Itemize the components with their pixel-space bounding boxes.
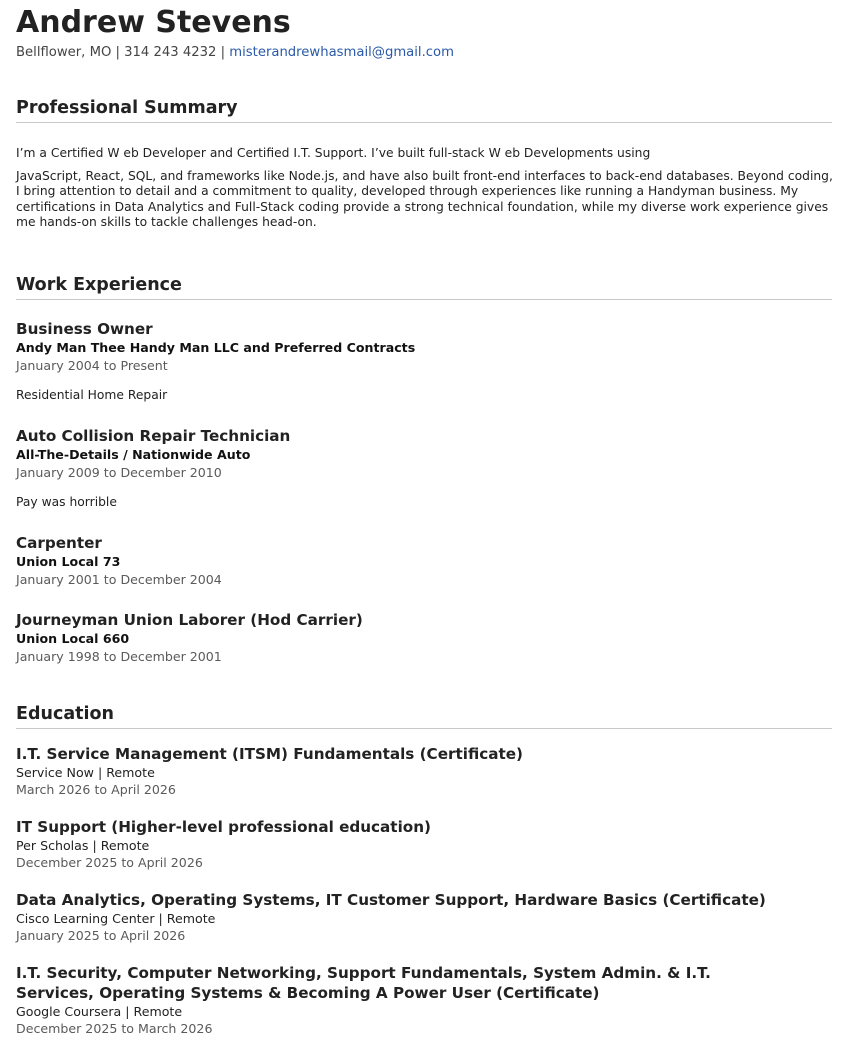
education-school: Per Scholas | Remote xyxy=(16,838,150,853)
job-dates: January 2009 to December 2010 xyxy=(16,465,222,480)
section-divider xyxy=(16,728,832,729)
job-company: Union Local 73 xyxy=(16,554,121,569)
section-divider xyxy=(16,122,832,123)
education-section xyxy=(16,702,834,729)
job-title: Journeyman Union Laborer (Hod Carrier) xyxy=(16,611,363,629)
education-dates: December 2025 to March 2026 xyxy=(16,1021,213,1036)
education-school: Google Coursera | Remote xyxy=(16,1004,183,1019)
contact-line xyxy=(16,44,454,62)
education-dates: January 2025 to April 2026 xyxy=(16,928,186,943)
education-school: Cisco Learning Center | Remote xyxy=(16,911,216,926)
section-divider xyxy=(16,299,832,300)
education-title: I.T. Service Management (ITSM) Fundamentals (Certificate) xyxy=(16,745,523,763)
summary-section xyxy=(16,96,834,123)
phone-text: 314 243 4232 xyxy=(124,45,217,60)
job-dates: January 2004 to Present xyxy=(16,358,168,373)
candidate-name: Andrew Stevens xyxy=(16,5,291,40)
education-entry xyxy=(16,963,711,1037)
summary-first-line: I’m a Certified W eb Developer and Certified I.T. Support. I’ve built full-stack W eb Developments using xyxy=(16,146,651,160)
education-title-continued: Services, Operating Systems & Becoming A Power User (Certificate) xyxy=(16,984,600,1002)
job-entry xyxy=(16,319,415,403)
job-description: Pay was horrible xyxy=(16,495,117,509)
contact-separator: | xyxy=(216,45,230,60)
summary-paragraph: JavaScript, React, SQL, and frameworks like Node.js, and have also built front-end interfaces to back-end databases. Beyond coding, I bring attention to detail and a commitment to quality, developed through experiences like running a Handyman business. My certifications in Data Analytics and Full-Stack coding provide a strong technical foundation, while my diverse work experience gives me hands-on skills to tackle challenges head-on. xyxy=(16,168,833,229)
job-company: Union Local 660 xyxy=(16,631,130,646)
summary-body xyxy=(16,146,836,231)
education-entry xyxy=(16,817,431,871)
education-title: Data Analytics, Operating Systems, IT Customer Support, Hardware Basics (Certificate) xyxy=(16,891,766,909)
job-title: Auto Collision Repair Technician xyxy=(16,427,291,445)
section-title-experience: Work Experience xyxy=(16,275,182,295)
section-title-summary: Professional Summary xyxy=(16,98,238,118)
job-title: Carpenter xyxy=(16,534,102,552)
contact-separator: | xyxy=(111,45,125,60)
job-dates: January 1998 to December 2001 xyxy=(16,649,222,664)
education-dates: March 2026 to April 2026 xyxy=(16,782,176,797)
job-company: All-The-Details / Nationwide Auto xyxy=(16,447,251,462)
education-school: Service Now | Remote xyxy=(16,765,155,780)
job-company: Andy Man Thee Handy Man LLC and Preferred Contracts xyxy=(16,340,416,355)
education-entry xyxy=(16,890,766,944)
job-entry xyxy=(16,426,290,510)
resume-header xyxy=(16,4,454,62)
education-title: I.T. Security, Computer Networking, Support Fundamentals, System Admin. & I.T. xyxy=(16,964,711,982)
education-dates: December 2025 to April 2026 xyxy=(16,855,203,870)
experience-section xyxy=(16,273,834,300)
job-description: Residential Home Repair xyxy=(16,388,168,402)
job-entry xyxy=(16,533,222,589)
job-entry xyxy=(16,610,363,666)
location-text: Bellflower, MO xyxy=(16,45,112,60)
job-title: Business Owner xyxy=(16,320,153,338)
job-dates: January 2001 to December 2004 xyxy=(16,572,222,587)
email-link[interactable]: misterandrewhasmail@gmail.com xyxy=(229,45,454,60)
education-entry xyxy=(16,744,523,798)
section-title-education: Education xyxy=(16,704,114,724)
education-title: IT Support (Higher-level professional education) xyxy=(16,818,431,836)
